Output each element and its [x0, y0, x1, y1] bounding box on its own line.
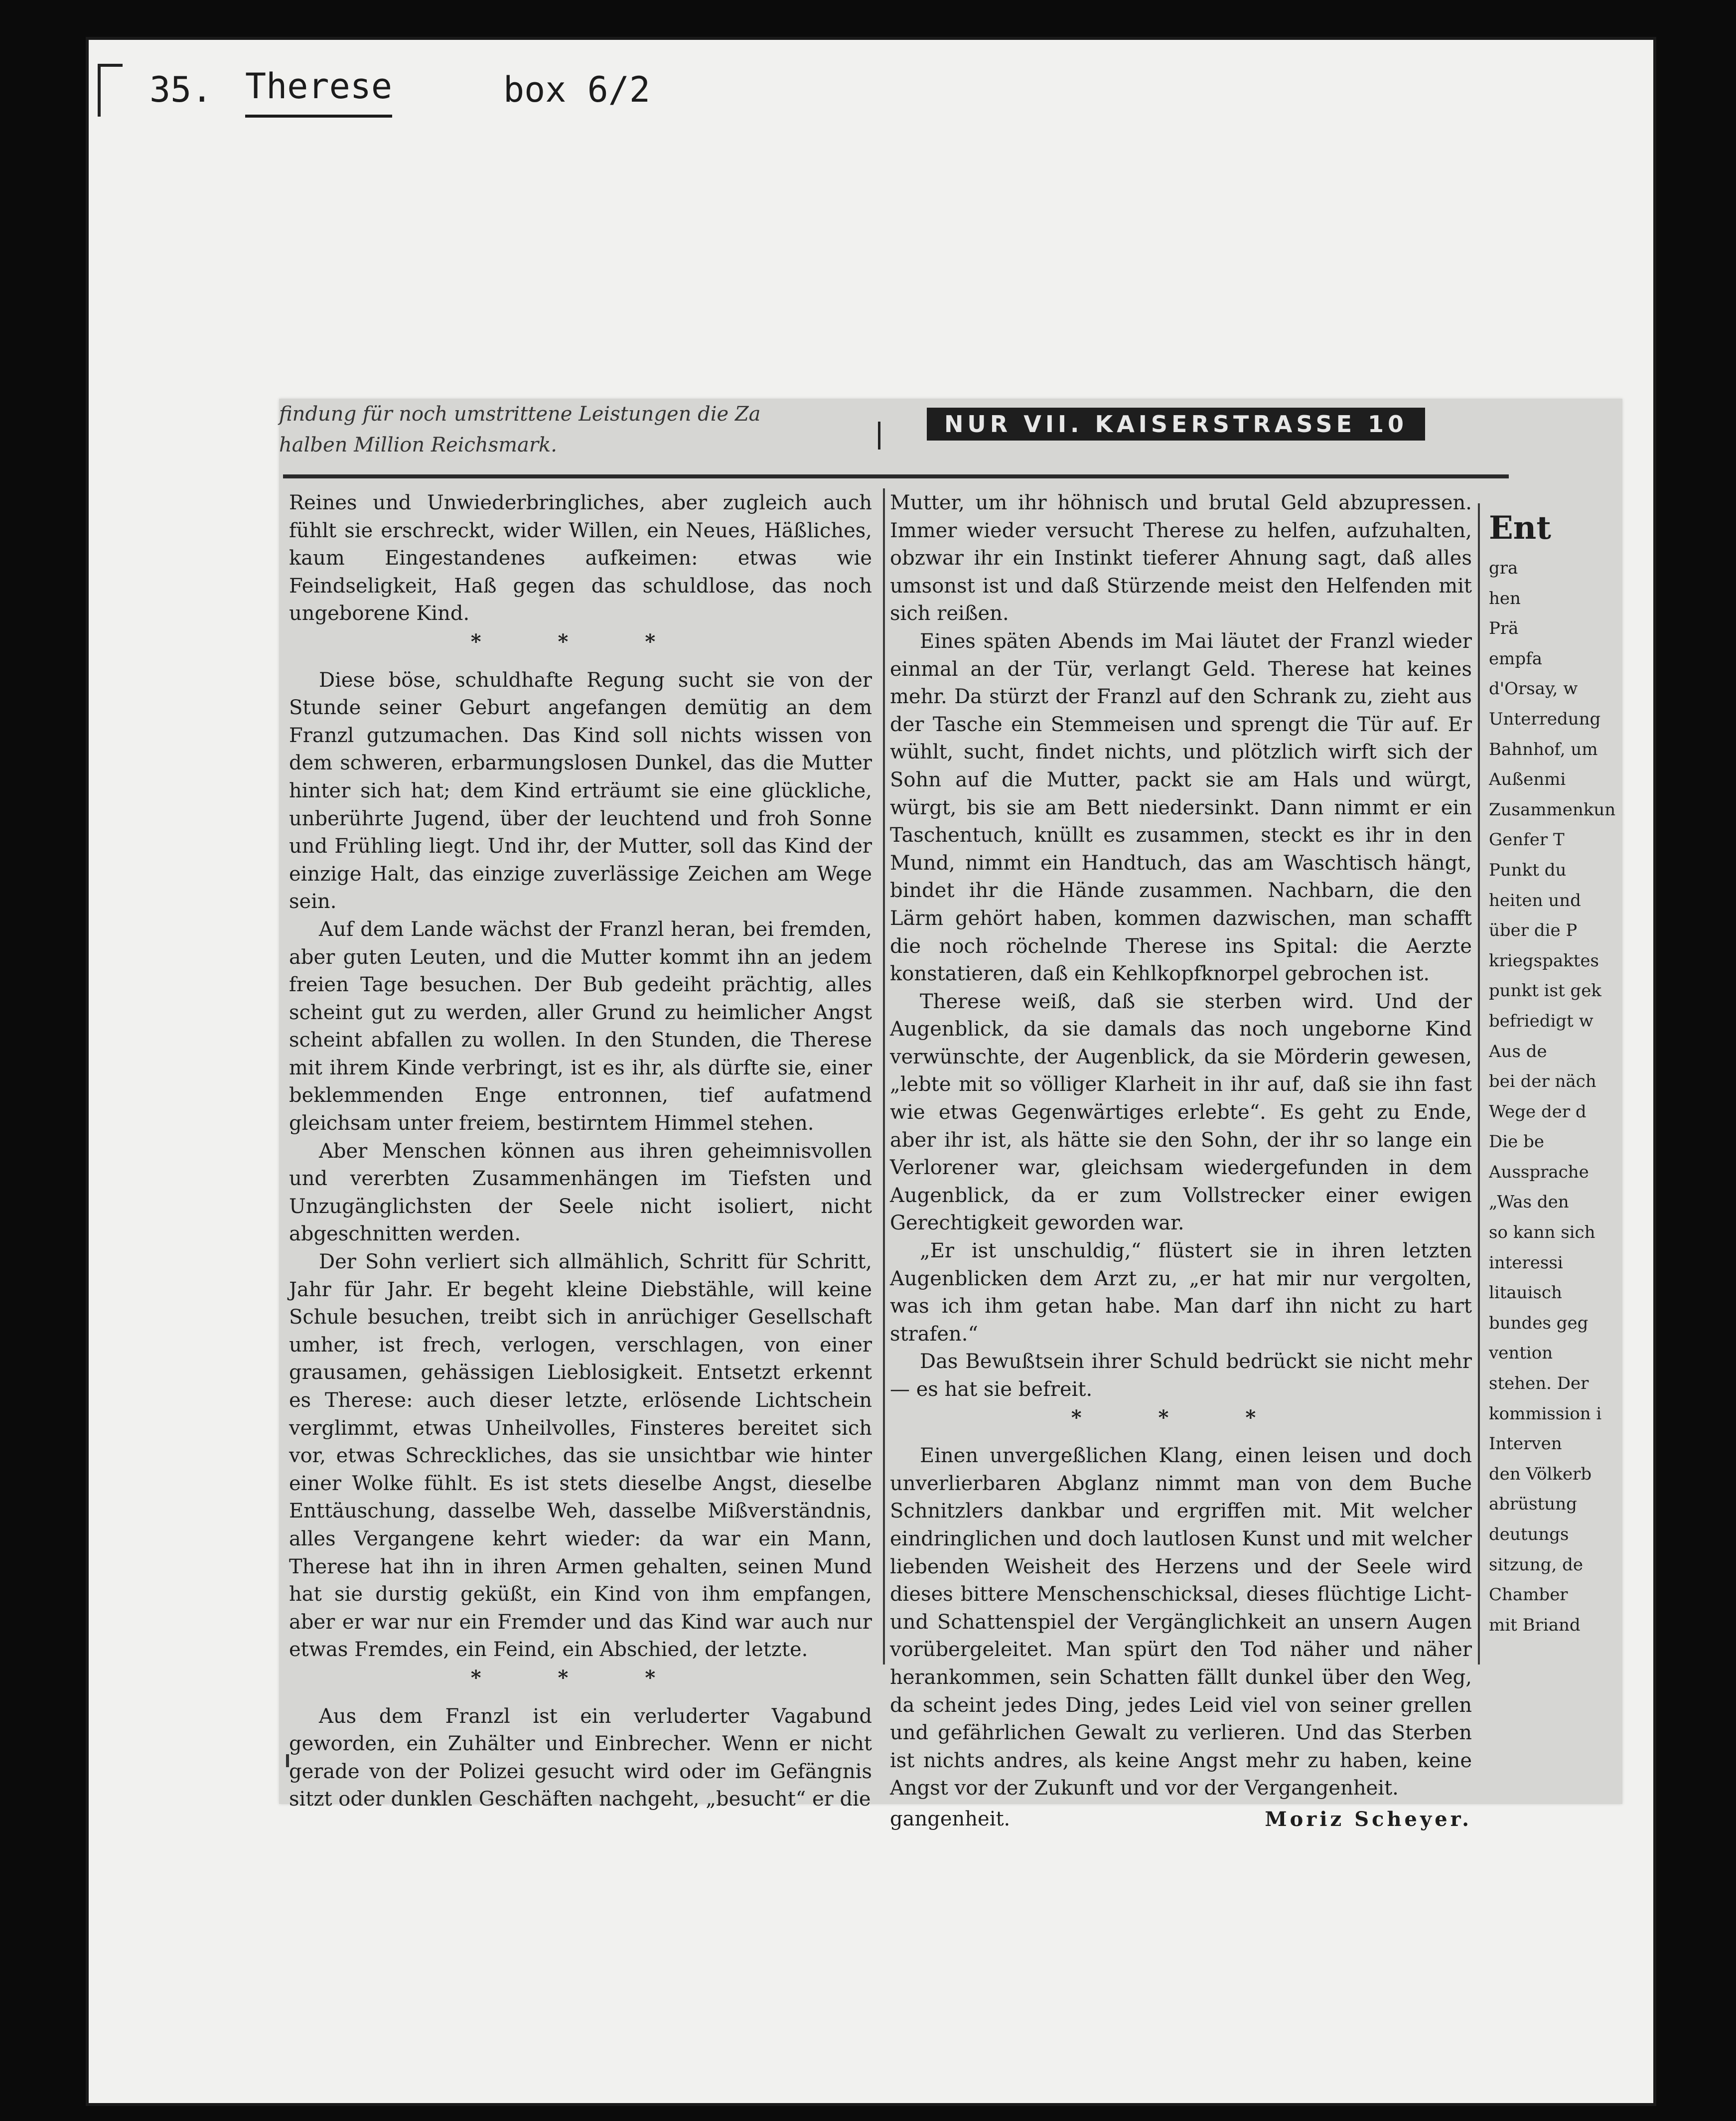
fragment-line: heiten und — [1489, 890, 1581, 910]
fragment-line: bundes geg — [1489, 1313, 1589, 1333]
left-column — [289, 489, 872, 1814]
top-line-2: halben Million Reichsmark. — [279, 434, 557, 456]
clipping-top-fragment — [279, 399, 837, 478]
fragment-line: den Völkerb — [1489, 1464, 1592, 1484]
section-break-stars: * * * — [1071, 1405, 1291, 1429]
fragment-line: Genfer T — [1489, 830, 1565, 850]
fragment-line: Aussprache — [1489, 1162, 1589, 1182]
paragraph: Therese weiß, daß sie sterben wird. Und der Augenblick, da sie damals das noch ungeborne Kind verwünschte, der Augenblick, da sie Mörderin gewesen, „lebte mit so völliger Klarheit in ihr auf, daß sie ihn fast wie etwas Gegenwärtiges erlebte“. Es geht zu Ende, aber ihr ist, als hätte sie den Sohn, der ihr so lange ein Verlorener war, gleichsam wiedergefunden in dem Augenblick, da er zum Vollstrecker einer ewigen Gerechtigkeit geworden war. — [890, 990, 1472, 1235]
fragment-line: Bahnhof, um — [1489, 739, 1598, 759]
fragment-line: so kann sich — [1489, 1222, 1595, 1243]
top-line-1: findung für noch umstrittene Leistungen die Za — [279, 403, 761, 426]
fragment-line: kommission i — [1489, 1403, 1602, 1424]
fragment-line: deutungs — [1489, 1524, 1569, 1544]
fragment-line: Außenmi — [1489, 769, 1566, 790]
paragraph: Eines späten Abends im Mai läutet der Franzl wieder einmal an der Tür, verlangt Geld. Therese hat keines mehr. Da stürzt der Franzl auf den Schrank zu, zieht aus der Tasche ein Stemmeisen und sprengt die Tür auf. Er wühlt, sucht, findet nichts, und plötzlich wirft sich der Sohn auf die Mutter, packt sie am Hals und würgt, würgt, bis sie am Bett niedersinkt. Dann nimmt er ein Taschentuch, knüllt es zusammen, steckt es ihr in den Mund, nimmt ein Handtuch, das am Waschtisch hängt, bindet ihr die Hände zusammen. Nachbarn, die den Lärm gehört haben, kommen dazwischen, man schafft die noch röchelnde Therese ins Spital: die Aerzte konstatieren, daß ein Kehlkopfknorpel gebrochen ist. — [890, 629, 1472, 986]
middle-column — [890, 489, 1472, 1833]
fragment-line: Chamber — [1489, 1585, 1568, 1605]
paragraph: Aber Menschen können aus ihren geheimnisvollen und vererbten Zusammenhängen im Tiefsten und Unzugänglichsten der Seele nicht isoliert, nicht abgeschnitten werden. — [289, 1139, 872, 1246]
fragment-line: hen — [1489, 588, 1521, 608]
fragment-line: punkt ist gek — [1489, 981, 1601, 1001]
fragment-line: vention — [1489, 1343, 1553, 1364]
advert-banner: NUR VII. KAISERSTRASSE 10 — [927, 408, 1425, 441]
fragment-line: abrüstung — [1489, 1494, 1577, 1515]
folder-number: 35. — [149, 69, 213, 110]
fragment-line: interessi — [1489, 1252, 1563, 1273]
paragraph: Einen unvergeßlichen Klang, einen leisen und doch unverlierbaren Abglanz nimmt man von dem Buche Schnitzlers dankbar und ergriffen mit. Mit welcher eindringlichen und doch lautlosen Kunst und mit welcher liebenden Weisheit des Herzens und der Seele wird dieses bittere Menschenschicksal, dieses flüchtige Licht- und Schattenspiel der Vergänglichkeit an unsern Augen vorübergeleitet. Man spürt den Tod näher und näher herankommen, sein Schatten fällt dunkel über den Weg, da scheint jedes Ding, jedes Leid viel von seiner grellen und gefährlichen Gewalt zu verlieren. Und das Sterben ist nichts andres, als keine Angst mehr zu haben, keine Angst vor der Zukunft und vor der Vergangenheit. — [890, 1444, 1472, 1800]
fragment-line: bei der näch — [1489, 1071, 1596, 1092]
closing-word: gangenheit. — [890, 1807, 1011, 1830]
fragment-line: kriegspaktes — [1489, 950, 1599, 971]
fragment-line: Interven — [1489, 1434, 1562, 1454]
corner-bracket-mark — [98, 64, 123, 117]
fragment-headline: Ent — [1489, 509, 1551, 547]
fragment-line: empfa — [1489, 648, 1542, 669]
fragment-line: gra — [1489, 558, 1518, 578]
paragraph: Reines und Unwiederbringliches, aber zugleich auch fühlt sie erschreckt, wider Willen, ein Neues, Häßliches, kaum Eingestandenes aufkeimen: etwas wie Feindseligkeit, Haß gegen das schuldlose, das noch ungeborene Kind. — [289, 491, 872, 625]
fragment-line: Die be — [1489, 1132, 1544, 1152]
fragment-line: „Was den — [1489, 1192, 1569, 1212]
fragment-line: stehen. Der — [1489, 1373, 1589, 1394]
column-top-rule — [283, 474, 1509, 478]
fragment-line: Unterredung — [1489, 709, 1601, 729]
fragment-line: befriedigt w — [1489, 1011, 1593, 1031]
signature-row — [890, 1806, 1472, 1833]
paragraph: Diese böse, schuldhafte Regung sucht sie von der Stunde seiner Geburt angefangen demütig an dem Franzl gutzumachen. Das Kind soll nichts wissen von dem schweren, erbarmungslosen Dunkel, das die Mutter hinter sich hat; dem Kind erträumt sie eine glückliche, unberührte Jugend, über der leuchtend und froh Sonne und Frühling liegt. Und ihr, der Mutter, soll das Kind der einzige Halt, das einzige zuverlässige Zeichen am Wege sein. — [289, 668, 872, 913]
fragment-line: Aus de — [1489, 1041, 1547, 1061]
fragment-line: über die P — [1489, 920, 1578, 941]
fragment-line: Zusammenkun — [1489, 799, 1616, 820]
column-tick-mark — [878, 422, 880, 450]
paragraph: Auf dem Lande wächst der Franzl heran, bei fremden, aber guten Leuten, und die Mutter kommt ihn an jedem freien Tage besuchen. Der Bub gedeiht prächtig, alles scheint gut zu werden, aller Grund zu heimlicher Angst scheint abfallen zu wollen. In den Stunden, die Therese mit ihrem Kinde verbringt, ist es ihr, als dürfte sie, einer beklemmenden Enge entronnen, tief aufatmend gleichsam unter freiem, bestirntem Himmel stehen. — [289, 917, 872, 1135]
stray-ink-mark — [286, 1754, 289, 1767]
paragraph: Das Bewußtsein ihrer Schuld bedrückt sie nicht mehr — es hat sie befreit. — [890, 1350, 1472, 1401]
fragment-line: litauisch — [1489, 1283, 1562, 1303]
section-break-stars: * * * — [470, 629, 691, 653]
folder-title: Therese — [245, 65, 392, 118]
right-column-divider — [1478, 503, 1480, 1665]
fragment-line: mit Briand — [1489, 1615, 1581, 1635]
section-break-stars: * * * — [470, 1666, 691, 1689]
paragraph: „Er ist unschuldig,“ flüstert sie in ihren letzten Augenblicken dem Arzt zu, „er hat mir nur vergolten, was ich ihm getan habe. Man darf ihn nicht zu hart strafen.“ — [890, 1239, 1472, 1346]
column-divider — [883, 488, 885, 1665]
author-name: Moriz Scheyer. — [1265, 1807, 1472, 1831]
fragment-line: sitzung, de — [1489, 1554, 1583, 1575]
paragraph: Aus dem Franzl ist ein verluderter Vagabund geworden, ein Zuhälter und Einbrecher. Wenn er nicht gerade von der Polizei gesucht wird oder im Gefängnis sitzt oder dunklen Geschäften nachgeht, „besucht“ er die — [289, 1704, 872, 1811]
fragment-line: Prä — [1489, 618, 1519, 639]
fragment-line: Punkt du — [1489, 860, 1567, 880]
box-label: box 6/2 — [503, 69, 651, 110]
paragraph: Mutter, um ihr höhnisch und brutal Geld abzupressen. Immer wieder versucht Therese zu helfen, aufzuhalten, obzwar ihr ein Instinkt tieferer Ahnung sagt, daß alles umsonst ist und daß Stürzende meist den Helfenden mit sich reißen. — [890, 491, 1472, 625]
right-column-fragment — [1489, 503, 1623, 1640]
fragment-line: Wege der d — [1489, 1101, 1587, 1122]
paragraph: Der Sohn verliert sich allmählich, Schritt für Schritt, Jahr für Jahr. Er begeht kleine Diebstähle, will keine Schule besuchen, treibt sich in anrüchiger Gesellschaft umher, ist frech, verlogen, verschlagen, von einer grausamen, gehässigen Lieblosigkeit. Entsetzt erkennt es Therese: auch dieser letzte, erlösende Lichtschein verglimmt, etwas Unheilvolles, Finsteres bereitet sich vor, etwas Schreckliches, das sie unsichtbar wie hinter einer Wolke fühlt. Es ist stets dieselbe Angst, dieselbe Enttäuschung, dasselbe Weh, dasselbe Mißverständnis, alles Vergangene kehrt wieder: da war ein Mann, Therese hat ihn in ihren Armen gehalten, seinen Mund hat sie durstig geküßt, ein Kind von ihm empfangen, aber er war nur ein Fremder und das Kind war auch nur etwas Fremdes, ein Feind, ein Abschied, der letzte. — [289, 1250, 872, 1662]
fragment-line: d'Orsay, w — [1489, 679, 1578, 699]
